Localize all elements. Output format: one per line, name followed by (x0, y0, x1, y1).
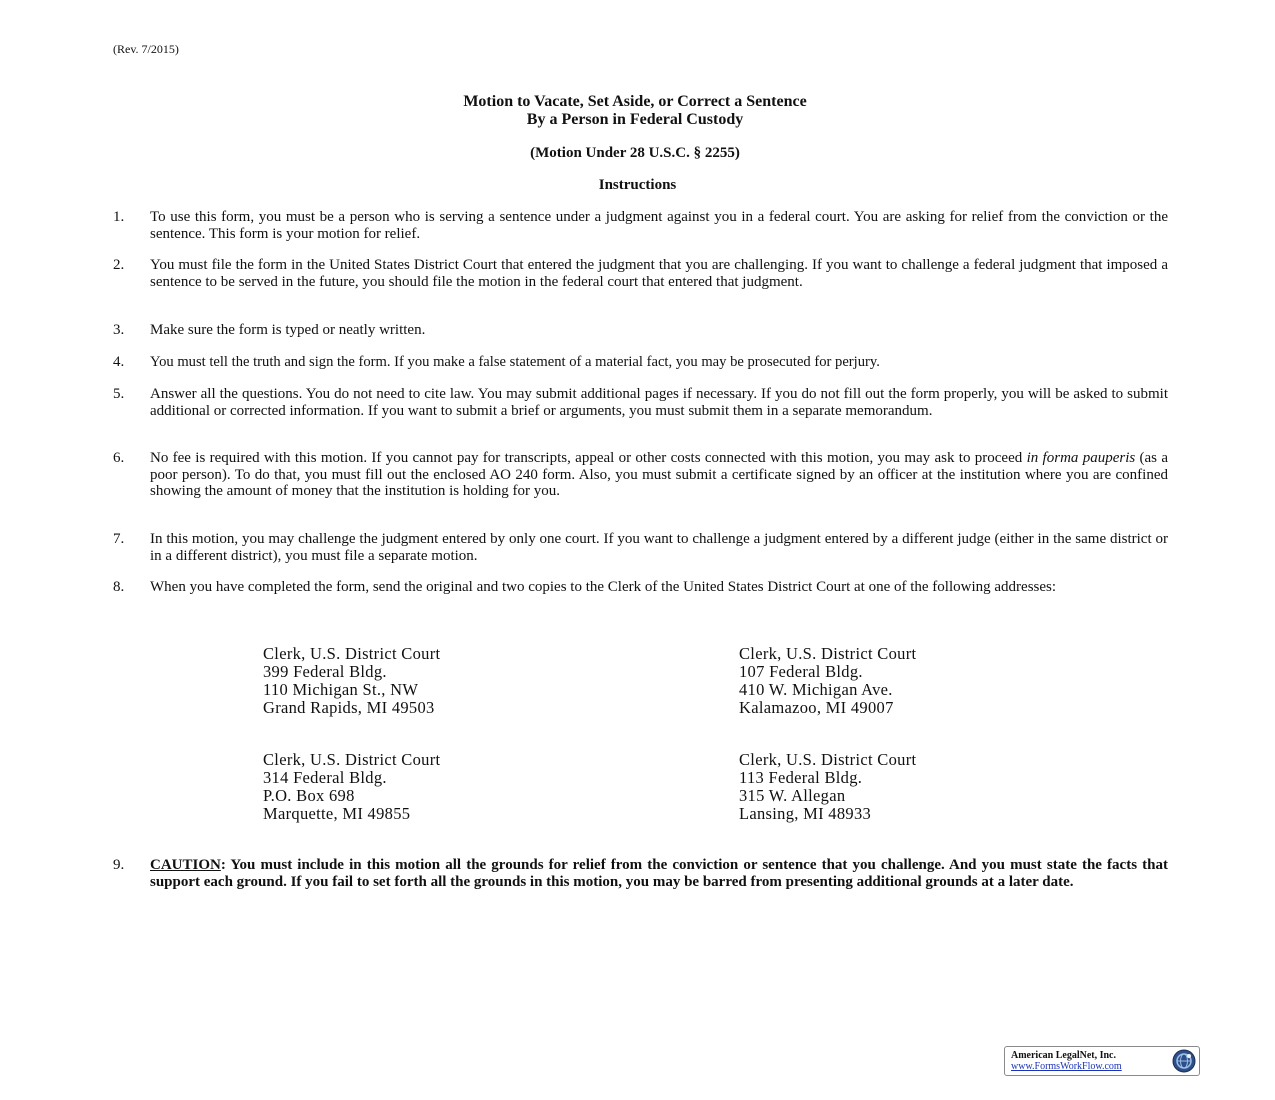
address-line: Grand Rapids, MI 49503 (263, 698, 435, 717)
globe-logo-icon (1172, 1049, 1196, 1073)
address-kalamazoo (739, 645, 916, 717)
item-text (150, 450, 1168, 500)
address-lansing (739, 751, 916, 823)
item-text: In this motion, you may challenge the judgment entered by only one court. If you want to challenge a judgment entered by a different judge (either in the same district or in a different district), you must file a separate motion. (150, 531, 1168, 564)
address-line: 399 Federal Bldg. (263, 662, 387, 681)
instruction-item-2 (113, 257, 1168, 290)
item-number: 6. (113, 450, 125, 466)
badge-company-name: American LegalNet, Inc. (1011, 1050, 1116, 1061)
item-number: 8. (113, 579, 125, 595)
item-number: 9. (113, 857, 125, 873)
address-line: 410 W. Michigan Ave. (739, 680, 893, 699)
instruction-item-4 (113, 354, 1168, 371)
address-line: 107 Federal Bldg. (739, 662, 863, 681)
caution-text (150, 857, 1168, 890)
address-line: Marquette, MI 49855 (263, 804, 411, 823)
title-line-1: Motion to Vacate, Set Aside, or Correct a Sentence (463, 93, 807, 110)
item-text: Answer all the questions. You do not need to cite law. You may submit additional pages if necessary. If you do not fill out the form properly, you will be asked to submit additional or corrected information. If you want to submit a brief or arguments, you must submit them in a separate memorandum. (150, 386, 1168, 419)
item-text-part: (as a poor person). To do that, you must fill out the enclosed AO 240 form. Also, you must submit a certificate signed by an officer at the institution where you are confined showing the amount of money that the institution is holding for you. (150, 450, 1168, 499)
address-marquette (263, 751, 440, 823)
instruction-item-8 (113, 579, 1168, 596)
address-line: Lansing, MI 48933 (739, 804, 872, 823)
instruction-item-5 (113, 386, 1168, 419)
title-line-2: By a Person in Federal Custody (526, 111, 744, 128)
item-text: You must file the form in the United States District Court that entered the judgment that you are challenging. If you want to challenge a federal judgment that imposed a sentence to be served in the future, you should file the motion in the federal court that entered that judgment. (150, 257, 1168, 290)
caution-label: CAUTION (150, 857, 221, 873)
item-number: 2. (113, 257, 125, 273)
item-number: 1. (113, 209, 125, 225)
item-text-part: No fee is required with this motion. If you cannot pay for transcripts, appeal or other costs connected with this motion, you may ask to proceed (150, 450, 1027, 466)
address-line: 110 Michigan St., NW (263, 680, 419, 699)
item-text: To use this form, you must be a person who is serving a sentence under a judgment against you in a federal court. You are asking for relief from the conviction or the sentence. This form is your motion for relief. (150, 209, 1168, 242)
instructions-heading: Instructions (598, 177, 677, 193)
item-number: 4. (113, 354, 125, 370)
address-line: 314 Federal Bldg. (263, 768, 387, 787)
address-line: Kalamazoo, MI 49007 (739, 698, 894, 717)
item-number: 7. (113, 531, 125, 547)
form-title (0, 93, 1270, 129)
address-line: Clerk, U.S. District Court (739, 644, 917, 663)
address-line: Clerk, U.S. District Court (263, 644, 441, 663)
item-text: You must tell the truth and sign the form. If you make a false statement of a material fact, you may be prosecuted for perjury. (150, 354, 880, 370)
caution-item-9 (113, 857, 1168, 890)
instruction-item-7 (113, 531, 1168, 564)
item-number: 5. (113, 386, 125, 402)
revision-date: (Rev. 7/2015) (113, 42, 179, 56)
item-number: 3. (113, 322, 125, 338)
address-line: Clerk, U.S. District Court (739, 750, 917, 769)
latin-phrase: in forma pauperis (1026, 450, 1136, 466)
footer-badge (1004, 1046, 1200, 1076)
address-line: Clerk, U.S. District Court (263, 750, 441, 769)
instruction-item-3 (113, 322, 1168, 339)
badge-website-link[interactable]: www.FormsWorkFlow.com (1011, 1061, 1122, 1072)
address-line: 315 W. Allegan (739, 786, 846, 805)
item-text: When you have completed the form, send the original and two copies to the Clerk of the United States District Court at one of the following addresses: (150, 579, 1057, 595)
caution-body: : You must include in this motion all the grounds for relief from the conviction or sentence that you challenge. And you must state the facts that support each ground. If you fail to set forth all the grounds in this motion, you may be barred from presenting additional grounds at a later date. (150, 857, 1168, 890)
form-subtitle: (Motion Under 28 U.S.C. § 2255) (530, 145, 740, 161)
item-text: Make sure the form is typed or neatly written. (150, 322, 426, 338)
address-line: P.O. Box 698 (263, 786, 355, 805)
address-grand-rapids (263, 645, 440, 717)
address-line: 113 Federal Bldg. (739, 768, 863, 787)
instruction-item-1 (113, 209, 1168, 242)
instruction-item-6 (113, 450, 1168, 500)
